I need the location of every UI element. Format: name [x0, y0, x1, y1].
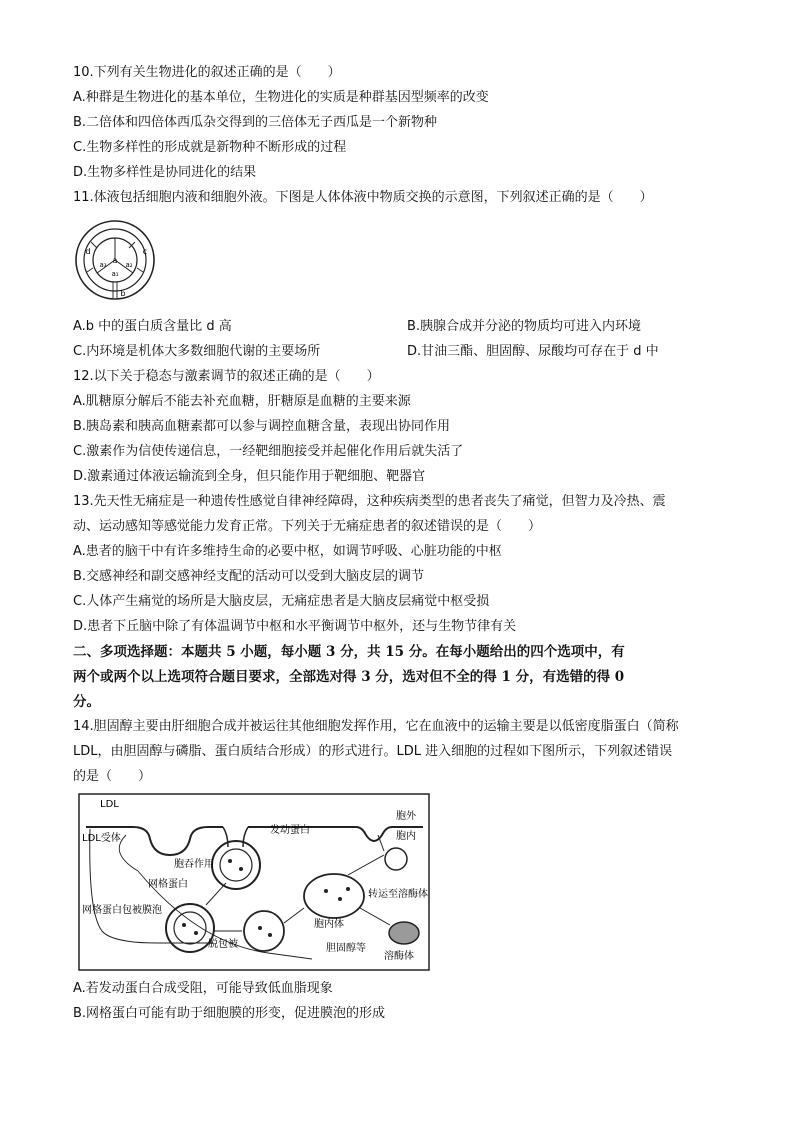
- body-fluid-exchange-figure: [73, 218, 157, 302]
- fig14-coated-vesicle-label: 网格蛋白包被膜泡: [82, 905, 162, 916]
- q10-option-d: D.生物多样性是协同进化的结果: [73, 165, 257, 180]
- fig14-inside-label: 胞内: [396, 831, 416, 842]
- q10-option-c: C.生物多样性的形成就是新物种不断形成的过程: [73, 140, 347, 155]
- q12-option-c: C.激素作为信使传递信息，一经靶细胞接受并起催化作用后就失活了: [73, 444, 464, 459]
- q11-option-c: C.内环境是机体大多数细胞代谢的主要场所: [73, 344, 321, 359]
- fig14-receptor-label: LDL受体: [82, 833, 121, 844]
- fig11-label-a1: a₁: [111, 270, 119, 278]
- q14-stem-line3: 的是（ ）: [73, 769, 152, 784]
- q14-option-b: B.网格蛋白可能有助于细胞膜的形变，促进膜泡的形成: [73, 1006, 386, 1021]
- q13-stem-line2: 动、运动感知等感觉能力发育正常。下列关于无痛症患者的叙述错误的是（ ）: [73, 519, 542, 534]
- fig11-label-b: b: [120, 289, 126, 298]
- fig14-endosome-label: 胞内体: [314, 919, 344, 930]
- fig11-label-c: c: [142, 247, 148, 256]
- fig14-uncoat-label: 脱包被: [208, 939, 238, 950]
- q13-stem-line1: 13.先天性无痛症是一种遗传性感觉自律神经障碍，这种疾病类型的患者丧失了痛觉，但智力及冷热、震: [73, 494, 666, 509]
- q10-option-b: B.二倍体和四倍体西瓜杂交得到的三倍体无子西瓜是一个新物种: [73, 115, 438, 130]
- fig11-label-d: d: [85, 247, 91, 256]
- fig11-label-a: a: [112, 256, 118, 265]
- q13-option-c: C.人体产生痛觉的场所是大脑皮层，无痛症患者是大脑皮层痛觉中枢受损: [73, 594, 490, 609]
- q12-stem: 12.以下关于稳态与激素调节的叙述正确的是（ ）: [73, 369, 380, 384]
- q10-option-a: A.种群是生物进化的基本单位，生物进化的实质是种群基因型频率的改变: [73, 90, 489, 105]
- fig14-outside-label: 胞外: [396, 811, 416, 822]
- section2-heading-line1: 二、多项选择题：本题共 5 小题，每小题 3 分，共 15 分。在每小题给出的四个选项中，有: [73, 644, 625, 660]
- q11-stem: 11.体液包括细胞内液和细胞外液。下图是人体体液中物质交换的示意图，下列叙述正确的是（ ）: [73, 190, 653, 205]
- q14-stem-line1: 14.胆固醇主要由肝细胞合成并被运往其他细胞发挥作用，它在血液中的运输主要是以低密度脂蛋白（简称: [73, 719, 679, 734]
- q12-option-d: D.激素通过体液运输流到全身，但只能作用于靶细胞、靶器官: [73, 469, 426, 484]
- q11-option-a: A.b 中的蛋白质含量比 d 高: [73, 319, 232, 334]
- fig14-transport-label: 转运至溶酶体: [368, 889, 428, 900]
- section2-heading-line3: 分。: [73, 694, 100, 710]
- q11-option-b: B.胰腺合成并分泌的物质均可进入内环境: [407, 319, 642, 334]
- q14-option-a: A.若发动蛋白合成受阻，可能导致低血脂现象: [73, 981, 333, 996]
- fig11-label-a2: a₂: [125, 261, 133, 269]
- ldl-endocytosis-figure: [78, 793, 430, 971]
- q13-option-a: A.患者的脑干中有许多维持生命的必要中枢，如调节呼吸、心脏功能的中枢: [73, 544, 502, 559]
- fig14-clathrin-label: 网格蛋白: [148, 879, 188, 890]
- fig14-endocytosis-label: 胞吞作用: [174, 859, 214, 870]
- fig11-label-a3: a₃: [99, 261, 107, 269]
- q13-option-d: D.患者下丘脑中除了有体温调节中枢和水平衡调节中枢外，还与生物节律有关: [73, 619, 517, 634]
- q14-stem-line2: LDL，由胆固醇与磷脂、蛋白质结合形成）的形式进行。LDL 进入细胞的过程如下图所示，下列叙述错误: [73, 744, 673, 759]
- q13-option-b: B.交感神经和副交感神经支配的活动可以受到大脑皮层的调节: [73, 569, 425, 584]
- q12-option-b: B.胰岛素和胰高血糖素都可以参与调控血糖含量，表现出协同作用: [73, 419, 451, 434]
- fig14-lysosome-label: 溶酶体: [384, 951, 414, 962]
- fig14-ldl-label: LDL: [100, 799, 119, 810]
- section2-heading-line2: 两个或两个以上选项符合题目要求，全部选对得 3 分，选对但不全的得 1 分，有选错的得 0: [73, 669, 625, 685]
- fig14-dynamin-label: 发动蛋白: [270, 825, 310, 836]
- q11-option-d: D.甘油三酯、胆固醇、尿酸均可存在于 d 中: [407, 344, 659, 359]
- q10-stem: 10.下列有关生物进化的叙述正确的是（ ）: [73, 65, 341, 80]
- fig14-cholesterol-label: 胆固醇等: [326, 943, 366, 954]
- q12-option-a: A.肌糖原分解后不能去补充血糖，肝糖原是血糖的主要来源: [73, 394, 411, 409]
